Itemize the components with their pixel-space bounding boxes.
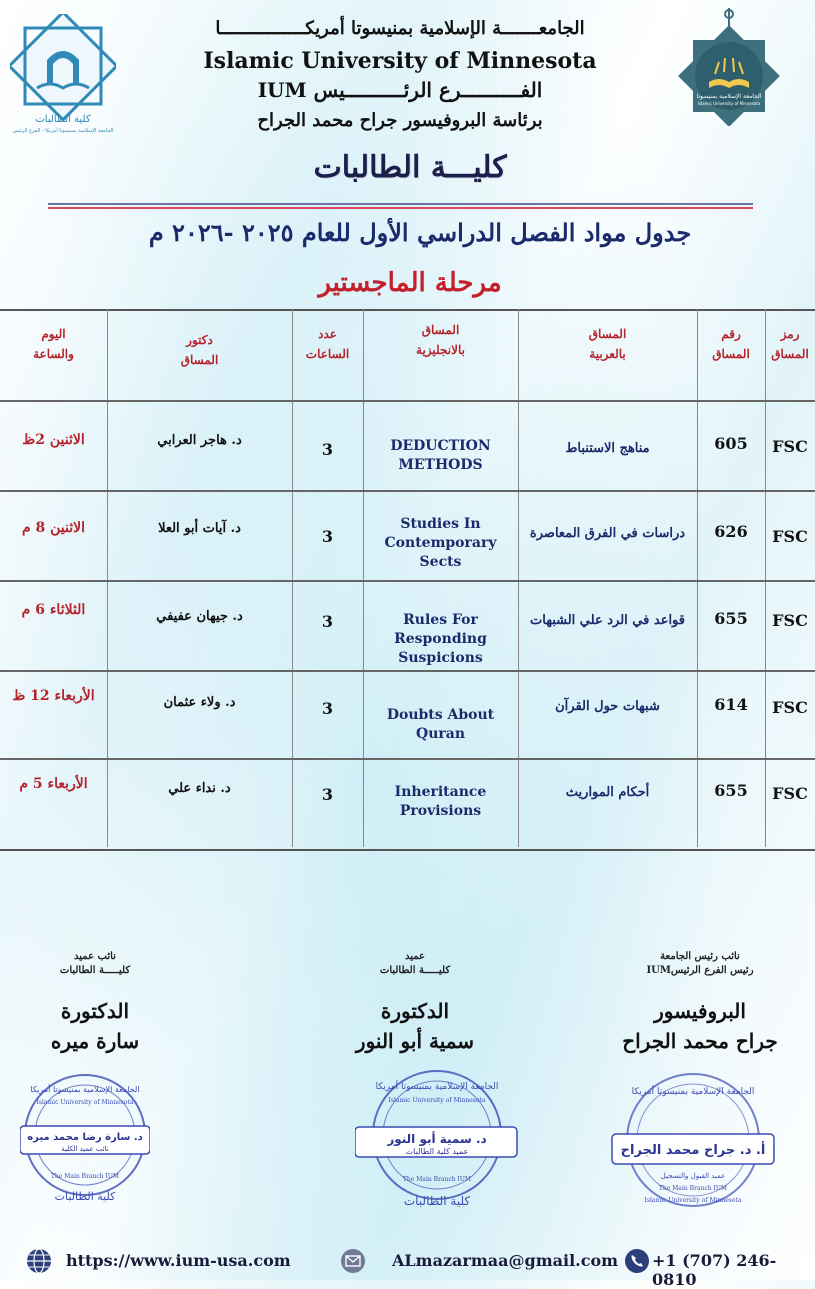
svg-text:The Main Branch IUM: The Main Branch IUM — [658, 1185, 728, 1192]
svg-text:الجامعة الإسلامية بمنيسوتا أمر: الجامعة الإسلامية بمنيسوتا أمريكا — [375, 1082, 499, 1092]
email-link[interactable]: ALmazarmaa@gmail.com — [392, 1251, 619, 1270]
row-divider — [0, 400, 815, 402]
course-day-time: الثلاثاء 6 م — [21, 602, 86, 618]
svg-text:The Main Branch IUM: The Main Branch IUM — [50, 1173, 120, 1180]
divider-blue — [48, 203, 753, 205]
website-link[interactable]: https://www.ium-usa.com — [66, 1251, 291, 1270]
schedule-title: جدول مواد الفصل الدراسي الأول للعام ٢٠٢٥ -٢٠٢٦ م — [148, 218, 692, 247]
header-english-name: المساق بالانجليزية — [416, 323, 465, 357]
course-day-time: الأربعاء 12 ظ — [12, 688, 95, 704]
header-number: رقم المساق — [712, 327, 750, 361]
university-logo — [676, 6, 782, 126]
course-day-time: الأربعاء 5 م — [19, 776, 88, 792]
column-divider — [363, 309, 364, 847]
course-hours: 3 — [321, 784, 334, 804]
course-hours: 3 — [321, 439, 334, 459]
svg-text:كلية الطالبات: كلية الطالبات — [54, 1190, 116, 1203]
course-arabic-name: أحكام المواريث — [565, 784, 650, 800]
course-english-name: Rules For Responding Suspicions — [394, 611, 487, 666]
svg-text:نائب عميد الكلية: نائب عميد الكلية — [61, 1145, 109, 1153]
course-doctor: د. آيات أبو العلا — [158, 520, 241, 536]
college-title: كليـــة الطالبات — [313, 150, 507, 185]
svg-text:د. سمية أبو النور: د. سمية أبو النور — [387, 1132, 487, 1146]
university-name-arabic: الجامعـــــــة الإسلامية بمنيسوتا أمريكــــــــــــــــا — [215, 18, 585, 39]
header-doctor: دكتور المساق — [180, 333, 219, 367]
column-divider — [518, 309, 519, 847]
course-number: 655 — [714, 608, 748, 628]
stage-title: مرحلة الماجستير — [318, 268, 502, 298]
phone-icon — [624, 1248, 650, 1274]
svg-text:الجامعة الإسلامية بمنيسوتا أمر: الجامعة الإسلامية بمنيسوتا أمريكا — [631, 1087, 755, 1097]
course-hours: 3 — [321, 526, 334, 546]
course-code: FSC — [772, 783, 808, 803]
university-name-english: Islamic University of Minnesota — [203, 48, 597, 74]
college-logo-subtext: الجامعة الإسلامية بمنيسوتا أمريكا - الفرع الرئيس — [12, 128, 114, 134]
official-stamp — [355, 1055, 520, 1229]
course-code: FSC — [772, 610, 808, 630]
divider-red — [48, 207, 753, 209]
svg-text:The Main Branch IUM: The Main Branch IUM — [402, 1176, 472, 1183]
svg-text:Islamic University of Minnesot: Islamic University of Minnesota — [644, 1197, 742, 1204]
phone-link[interactable]: +1 (707) 246-0810 — [652, 1251, 777, 1289]
svg-text:الجامعة الإسلامية بمنيسوتا أمر: الجامعة الإسلامية بمنيسوتا أمريكا — [30, 1085, 140, 1094]
course-number: 605 — [714, 434, 748, 453]
course-arabic-name: شبهات حول القرآن — [555, 698, 660, 714]
row-divider — [0, 580, 815, 582]
row-divider — [0, 490, 815, 492]
column-divider — [107, 309, 108, 847]
course-english-name: Studies In Contemporary Sects — [384, 515, 497, 570]
row-divider — [0, 670, 815, 672]
branch-line: الفــــــــــرع الرئــــــــــيس IUM — [257, 78, 543, 102]
globe-icon — [26, 1248, 52, 1274]
university-logo-subtext: Islamic University of Minnesota — [697, 101, 761, 106]
course-doctor: د. نداء علي — [168, 780, 231, 796]
course-arabic-name: مناهج الاستنباط — [565, 440, 650, 456]
header-hours: عدد الساعات — [305, 327, 350, 361]
official-stamp — [608, 1060, 778, 1234]
college-logo — [10, 14, 116, 134]
course-hours: 3 — [321, 611, 334, 631]
university-logo-text: الجامعة الإسلامية بمنيسوتا — [696, 93, 762, 100]
signatory-role: نائب عميد كليـــــة الطالبات — [59, 951, 131, 976]
course-hours: 3 — [321, 698, 334, 718]
header-day: اليوم والساعة — [33, 327, 74, 361]
svg-text:Islamic University of Minnesot: Islamic University of Minnesota — [36, 1099, 134, 1106]
course-english-name: DEDUCTION METHODS — [390, 438, 491, 473]
course-arabic-name: دراسات في الفرق المعاصرة — [529, 525, 686, 541]
signatory-name-block: الدكتورة سمية أبو النور — [355, 999, 475, 1053]
svg-text:عميد كلية الطالبات: عميد كلية الطالبات — [405, 1147, 469, 1156]
column-divider — [697, 309, 698, 847]
header-code: رمز المساق — [771, 327, 809, 361]
svg-text:أ. د. جراح محمد الجراح: أ. د. جراح محمد الجراح — [620, 1143, 766, 1158]
svg-text:د. سارة رضا محمد ميره: د. سارة رضا محمد ميره — [27, 1132, 143, 1143]
course-number: 655 — [714, 780, 748, 800]
header-arabic-name: المساق بالعربية — [588, 327, 627, 361]
course-arabic-name: قواعد في الرد علي الشبهات — [530, 612, 685, 628]
course-code: FSC — [772, 697, 808, 717]
signatory-name-block: البروفيسور جراح محمد الجراح — [622, 999, 778, 1053]
course-doctor: د. هاجر العرابي — [157, 432, 242, 448]
svg-text:عميد القبول والتسجيل: عميد القبول والتسجيل — [660, 1172, 726, 1180]
signatory-role: نائب رئيس الجامعة رئيس الفرع الرئيسIUM — [646, 951, 754, 976]
email-icon — [340, 1248, 366, 1274]
college-logo-text: كلية الطالبات — [35, 114, 91, 125]
course-day-time: الاثنين 2ظ — [22, 432, 85, 448]
course-doctor: د. جيهان عفيفي — [156, 608, 243, 624]
svg-text:كلية الطالبات: كلية الطالبات — [403, 1194, 471, 1208]
course-code: FSC — [772, 526, 808, 546]
row-divider — [0, 758, 815, 760]
presidency-line: برئاسة البروفيسور جراح محمد الجراح — [257, 110, 543, 131]
course-doctor: د. ولاء عثمان — [163, 694, 236, 710]
signatory-role: عميد كليـــــة الطالبات — [379, 951, 451, 976]
course-number: 626 — [714, 521, 748, 541]
signatory-name-block: الدكتورة سارة ميره — [50, 999, 140, 1053]
svg-text:Islamic University of Minnesot: Islamic University of Minnesota — [388, 1097, 486, 1104]
course-number: 614 — [714, 694, 748, 714]
course-code: FSC — [772, 436, 808, 456]
course-english-name: Inheritance Provisions — [394, 784, 487, 819]
official-stamp — [20, 1060, 150, 1224]
course-english-name: Doubts About Quran — [386, 707, 495, 742]
course-day-time: الاثنين 8 م — [21, 520, 86, 536]
